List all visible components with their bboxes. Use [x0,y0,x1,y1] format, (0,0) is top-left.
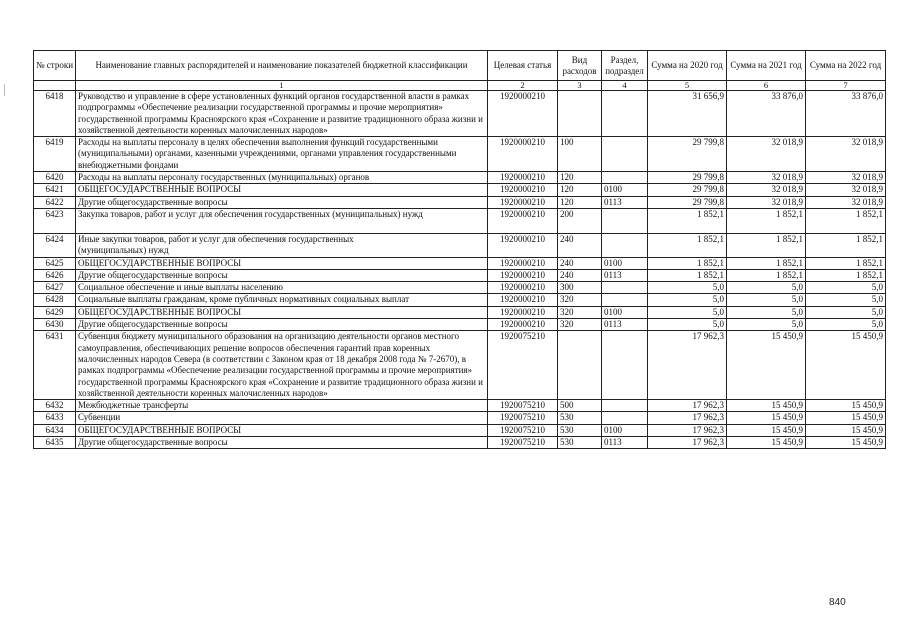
table-body [34,91,886,449]
row-number: 6428 [34,294,76,306]
row-number: 6430 [34,319,76,331]
row-target-article: 1920000210 [488,184,558,196]
row-section: 0100 [602,184,648,196]
row-sum-2022: 15 450,9 [806,424,886,436]
table-row [34,319,886,331]
row-number: 6427 [34,282,76,294]
row-section: 0100 [602,257,648,269]
row-sum-2021: 32 018,9 [727,172,806,184]
row-section [602,282,648,294]
row-name: Другие общегосударственные вопросы [76,437,488,449]
row-sum-2021: 5,0 [727,306,806,318]
row-sum-2021: 1 852,1 [727,257,806,269]
row-target-article: 1920000210 [488,306,558,318]
header-expense-type: Вид расходов [558,51,602,81]
table-row [34,269,886,281]
row-target-article: 1920000210 [488,208,558,233]
row-name: Другие общегосударственные вопросы [76,319,488,331]
row-name: ОБЩЕГОСУДАРСТВЕННЫЕ ВОПРОСЫ [76,424,488,436]
row-target-article: 1920000210 [488,91,558,137]
row-expense-type: 120 [558,172,602,184]
row-sum-2021: 5,0 [727,282,806,294]
row-sum-2020: 1 852,1 [648,233,727,257]
row-sum-2022: 32 018,9 [806,137,886,172]
row-sum-2020: 17 962,3 [648,424,727,436]
row-target-article: 1920075210 [488,424,558,436]
row-expense-type: 120 [558,196,602,208]
row-name: Другие общегосударственные вопросы [76,196,488,208]
table-row [34,196,886,208]
row-sum-2020: 29 799,8 [648,137,727,172]
row-target-article: 1920000210 [488,282,558,294]
row-expense-type: 320 [558,306,602,318]
row-expense-type [558,91,602,137]
row-sum-2020: 31 656,9 [648,91,727,137]
row-expense-type [558,331,602,400]
row-name: Расходы на выплаты персоналу государственных (муниципальных) органов [76,172,488,184]
row-sum-2022: 1 852,1 [806,257,886,269]
row-number: 6419 [34,137,76,172]
row-section: 0113 [602,196,648,208]
row-number: 6422 [34,196,76,208]
page-number: 840 [829,597,846,608]
table-row [34,282,886,294]
row-sum-2022: 5,0 [806,294,886,306]
row-name: ОБЩЕГОСУДАРСТВЕННЫЕ ВОПРОСЫ [76,184,488,196]
row-number: 6426 [34,269,76,281]
row-section: 0100 [602,306,648,318]
row-sum-2021: 15 450,9 [727,437,806,449]
row-expense-type: 530 [558,424,602,436]
row-sum-2020: 29 799,8 [648,196,727,208]
row-section [602,172,648,184]
row-number: 6435 [34,437,76,449]
row-expense-type: 120 [558,184,602,196]
table-row [34,306,886,318]
row-sum-2022: 32 018,9 [806,172,886,184]
row-expense-type: 240 [558,257,602,269]
column-number: 6 [727,81,806,91]
row-number: 6423 [34,208,76,233]
row-sum-2022: 15 450,9 [806,400,886,412]
header-row [34,51,886,81]
row-target-article: 1920075210 [488,400,558,412]
row-sum-2021: 15 450,9 [727,331,806,400]
row-target-article: 1920000210 [488,233,558,257]
row-sum-2021: 1 852,1 [727,269,806,281]
row-number: 6429 [34,306,76,318]
row-expense-type: 320 [558,294,602,306]
row-name: Закупка товаров, работ и услуг для обеспечения государственных (муниципальных) нужд [76,208,488,233]
row-name: Расходы на выплаты персоналу в целях обеспечения выполнения функций государственными (муниципальными) органами, казенными учреждениями, органами управления государственными внебюджетными фондами [76,137,488,172]
row-sum-2020: 17 962,3 [648,331,727,400]
row-number: 6434 [34,424,76,436]
row-target-article: 1920000210 [488,269,558,281]
table-row [34,208,886,233]
row-section [602,233,648,257]
column-number: 1 [76,81,488,91]
row-sum-2022: 5,0 [806,306,886,318]
row-target-article: 1920075210 [488,437,558,449]
row-section: 0100 [602,424,648,436]
table-row [34,172,886,184]
row-sum-2020: 5,0 [648,282,727,294]
row-expense-type: 530 [558,437,602,449]
table-row [34,257,886,269]
row-section [602,412,648,424]
row-name: Иные закупки товаров, работ и услуг для обеспечения государственных (муниципальных) нужд [76,233,488,257]
column-number: 5 [648,81,727,91]
row-target-article: 1920000210 [488,172,558,184]
table-row [34,91,886,137]
row-number: 6421 [34,184,76,196]
row-sum-2020: 17 962,3 [648,437,727,449]
row-number: 6425 [34,257,76,269]
row-section [602,137,648,172]
column-number: 3 [558,81,602,91]
row-section [602,91,648,137]
row-sum-2022: 15 450,9 [806,412,886,424]
row-target-article: 1920075210 [488,412,558,424]
row-name: Другие общегосударственные вопросы [76,269,488,281]
row-section [602,294,648,306]
row-target-article: 1920000210 [488,196,558,208]
row-expense-type: 300 [558,282,602,294]
row-sum-2021: 1 852,1 [727,233,806,257]
column-number: 2 [488,81,558,91]
row-sum-2020: 5,0 [648,306,727,318]
row-sum-2021: 5,0 [727,294,806,306]
column-number [34,81,76,91]
budget-table [33,50,886,449]
row-name: Руководство и управление в сфере установленных функций органов государственной власти в рамках подпрограммы «Обеспечение реализации государственной программы и прочие мероприятия» государственной программы Красноярского края «Сохранение и развитие традиционного образа жизни и хозяйственной деятельности коренных малочисленных народов» [76,91,488,137]
row-sum-2022: 1 852,1 [806,208,886,233]
row-expense-type: 530 [558,412,602,424]
row-target-article: 1920000210 [488,137,558,172]
row-name: Субвенции [76,412,488,424]
row-sum-2020: 29 799,8 [648,172,727,184]
row-expense-type: 320 [558,319,602,331]
header-section: Раздел, подраздел [602,51,648,81]
row-number: 6418 [34,91,76,137]
row-sum-2022: 33 876,0 [806,91,886,137]
row-sum-2022: 32 018,9 [806,196,886,208]
scan-mark [4,84,5,96]
header-sum-2021: Сумма на 2021 год [727,51,806,81]
row-expense-type: 500 [558,400,602,412]
row-name: Социальные выплаты гражданам, кроме публичных нормативных социальных выплат [76,294,488,306]
row-sum-2021: 15 450,9 [727,400,806,412]
row-sum-2021: 15 450,9 [727,412,806,424]
row-sum-2020: 5,0 [648,319,727,331]
header-sum-2020: Сумма на 2020 год [648,51,727,81]
row-sum-2022: 5,0 [806,282,886,294]
header-sum-2022: Сумма на 2022 год [806,51,886,81]
row-section: 0113 [602,319,648,331]
row-sum-2021: 15 450,9 [727,424,806,436]
column-number: 7 [806,81,886,91]
row-sum-2022: 32 018,9 [806,184,886,196]
row-sum-2022: 1 852,1 [806,269,886,281]
row-target-article: 1920000210 [488,319,558,331]
row-sum-2022: 15 450,9 [806,437,886,449]
row-sum-2022: 15 450,9 [806,331,886,400]
table-row [34,294,886,306]
row-section [602,208,648,233]
row-number: 6432 [34,400,76,412]
table-row [34,400,886,412]
row-sum-2021: 32 018,9 [727,137,806,172]
row-sum-2021: 1 852,1 [727,208,806,233]
row-sum-2022: 5,0 [806,319,886,331]
row-number: 6433 [34,412,76,424]
table-row [34,424,886,436]
row-expense-type: 240 [558,233,602,257]
row-name: ОБЩЕГОСУДАРСТВЕННЫЕ ВОПРОСЫ [76,257,488,269]
table-row [34,412,886,424]
row-sum-2020: 1 852,1 [648,208,727,233]
table-row [34,137,886,172]
row-name: Социальное обеспечение и иные выплаты населению [76,282,488,294]
row-number: 6420 [34,172,76,184]
row-section [602,331,648,400]
row-sum-2020: 1 852,1 [648,257,727,269]
row-number: 6424 [34,233,76,257]
row-section [602,400,648,412]
table-row [34,184,886,196]
row-sum-2020: 1 852,1 [648,269,727,281]
table-row [34,233,886,257]
column-number-row [34,81,886,91]
row-expense-type: 240 [558,269,602,281]
row-target-article: 1920000210 [488,294,558,306]
row-section: 0113 [602,437,648,449]
header-target-article: Целевая статья [488,51,558,81]
row-expense-type: 100 [558,137,602,172]
table-row [34,331,886,400]
table-row [34,437,886,449]
row-expense-type: 200 [558,208,602,233]
row-number: 6431 [34,331,76,400]
row-sum-2020: 5,0 [648,294,727,306]
row-section: 0113 [602,269,648,281]
row-name: Субвенция бюджету муниципального образования на организацию деятельности органов местного самоуправления, обеспечивающих решение вопросов обеспечения гарантий прав коренных малочисленных народов Севера (в соответствии с Законом края от 18 декабря 2008 года № 7-2670), в рамках подпрограммы «Обеспечение реализации государственной программы и прочие мероприятия» государственной программы Красноярского края «Сохранение и развитие традиционного образа жизни и хозяйственной деятельности коренных малочисленных народов» [76,331,488,400]
row-sum-2020: 17 962,3 [648,412,727,424]
row-sum-2020: 29 799,8 [648,184,727,196]
row-sum-2022: 1 852,1 [806,233,886,257]
header-name: Наименование главных распорядителей и наименование показателей бюджетной классификации [76,51,488,81]
row-name: Межбюджетные трансферты [76,400,488,412]
header-row-number: № строки [34,51,76,81]
row-sum-2021: 32 018,9 [727,196,806,208]
row-target-article: 1920000210 [488,257,558,269]
column-number: 4 [602,81,648,91]
row-sum-2021: 33 876,0 [727,91,806,137]
row-target-article: 1920075210 [488,331,558,400]
row-sum-2021: 32 018,9 [727,184,806,196]
row-sum-2021: 5,0 [727,319,806,331]
row-name: ОБЩЕГОСУДАРСТВЕННЫЕ ВОПРОСЫ [76,306,488,318]
row-sum-2020: 17 962,3 [648,400,727,412]
